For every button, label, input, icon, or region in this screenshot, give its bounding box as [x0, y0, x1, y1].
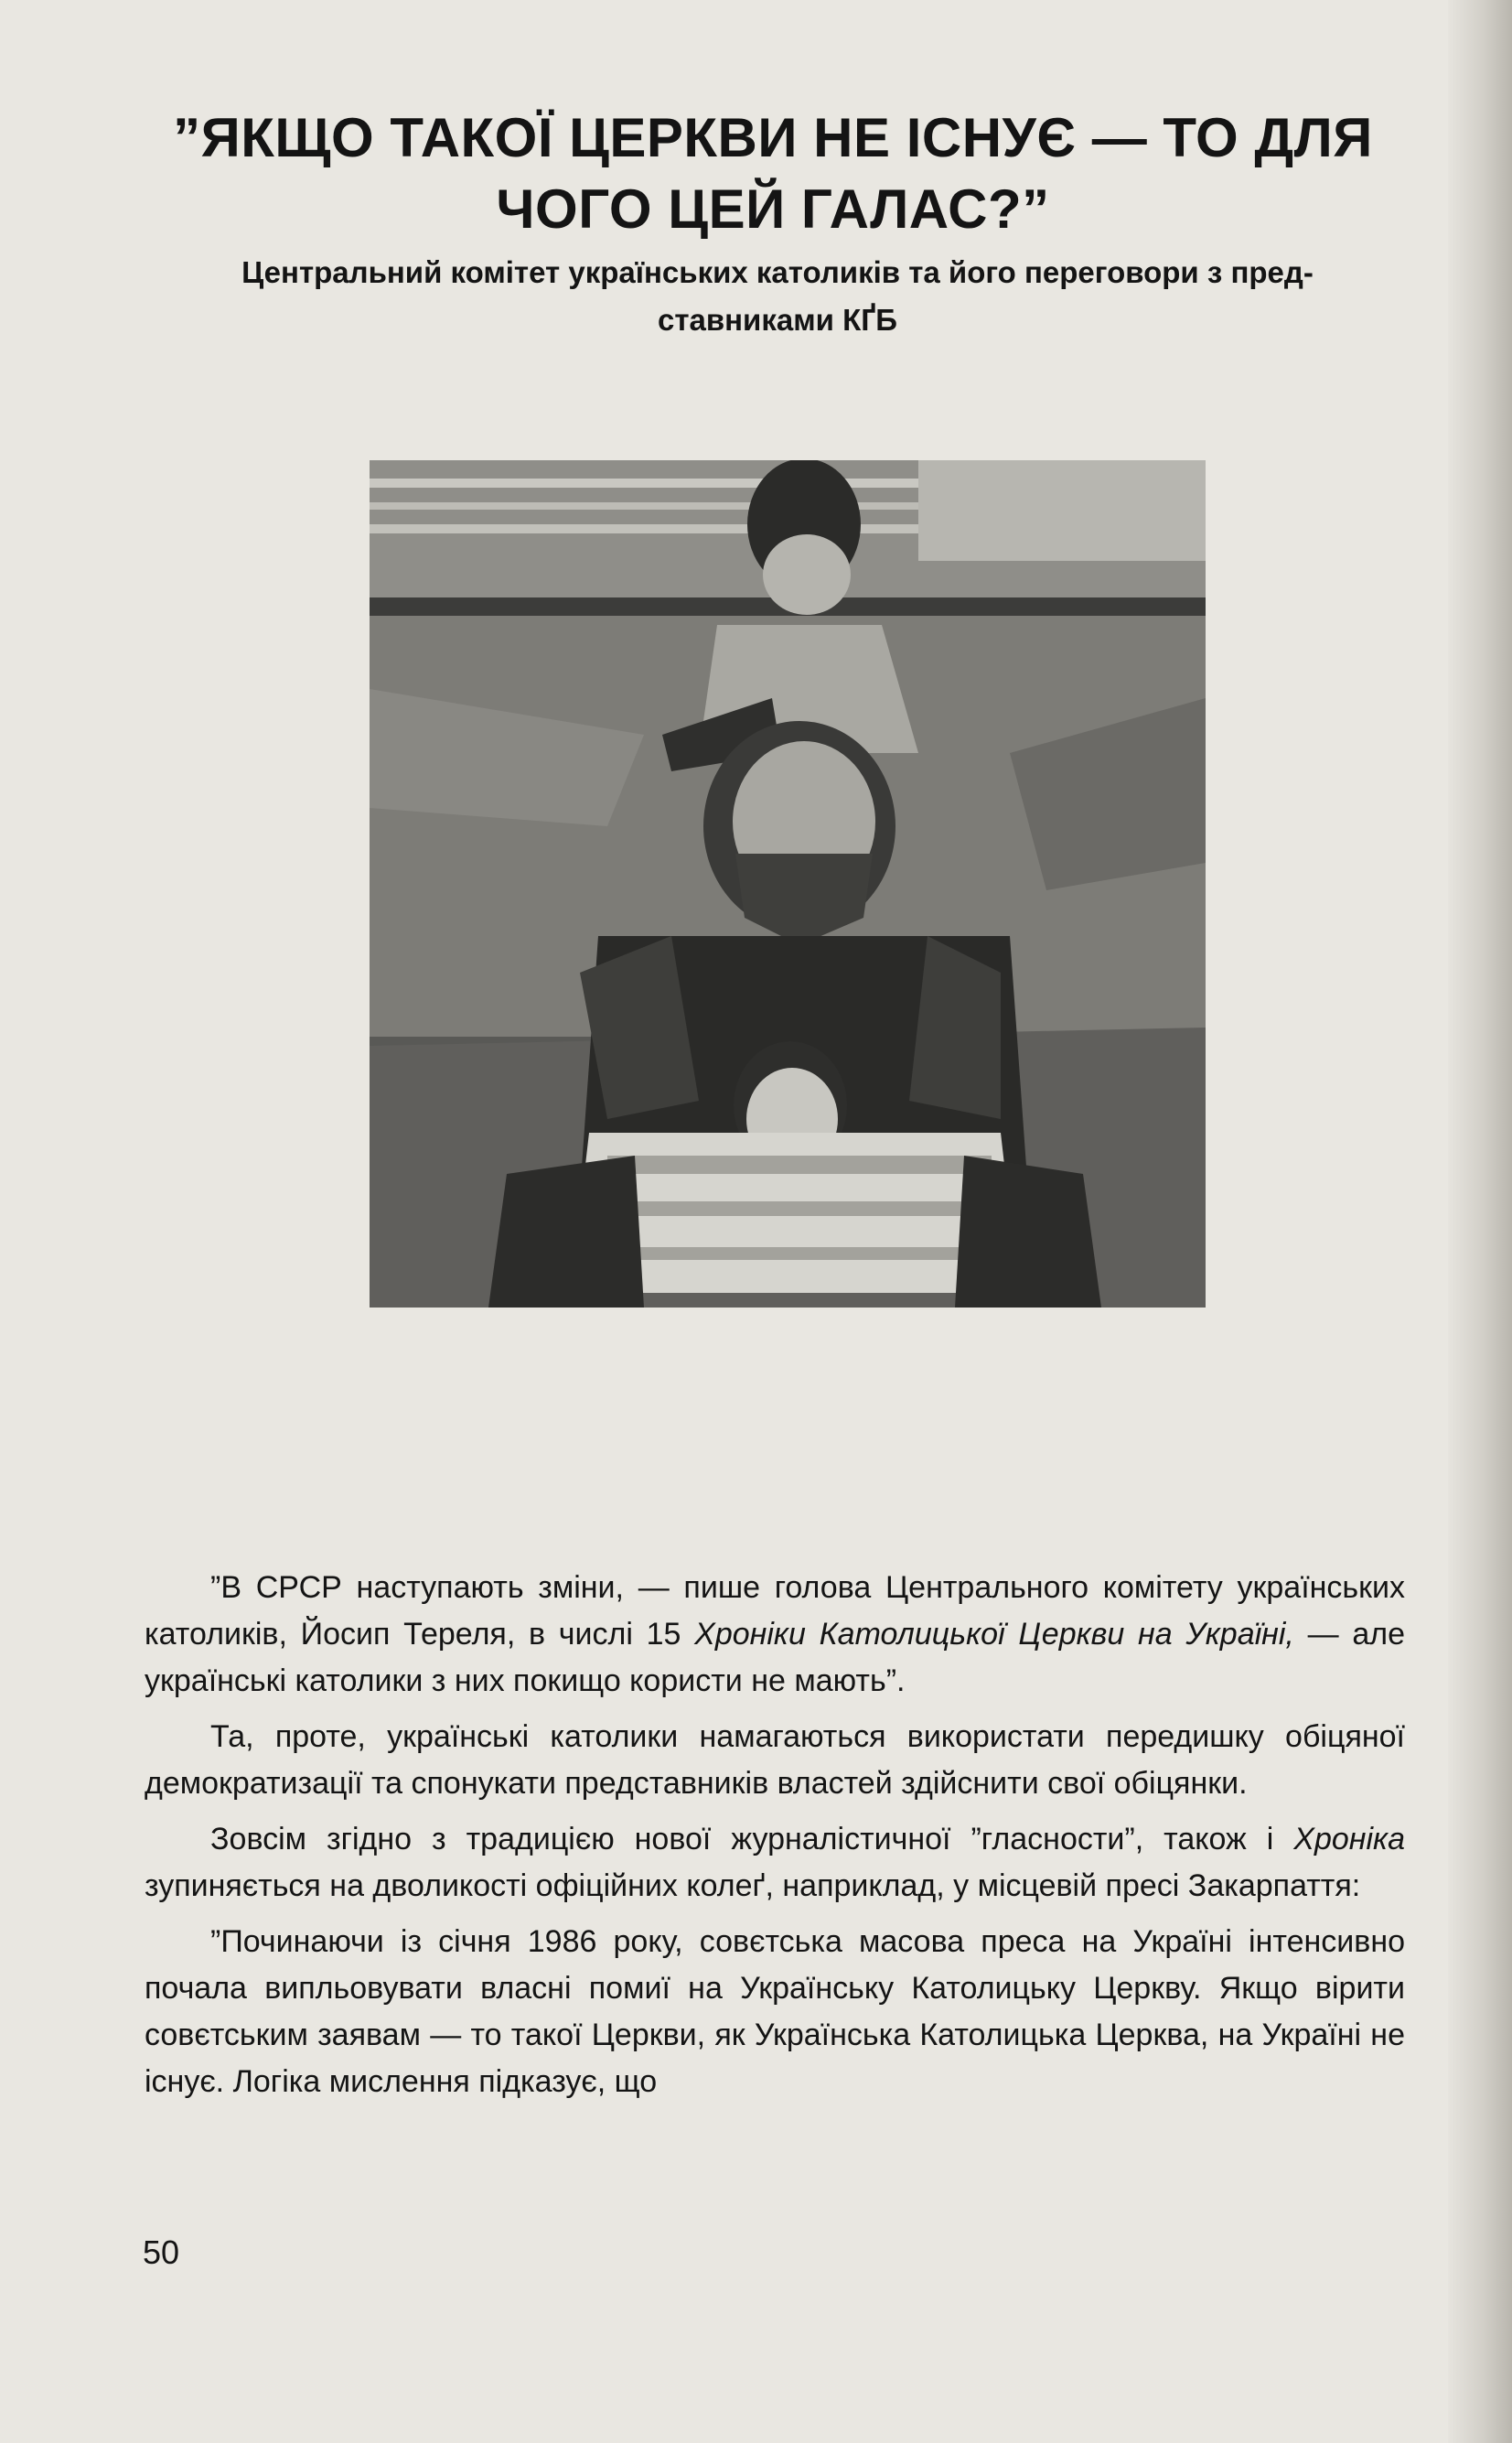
paragraph-4 [145, 1919, 1405, 2105]
page-number: 50 [143, 2233, 180, 2271]
article-title-line-2: ЧОГО ЦЕЙ ГАЛАС?” [496, 178, 1050, 240]
family-photo-image [370, 460, 1206, 1308]
paragraph-1-text: ”В СРСР наступають зміни, — пише голова Центрального комітету українських католиків, Йосип Тереля, в числі 15 [145, 1570, 1405, 1652]
paragraph-3-text: Зовсім згідно з традицією нової журналістичної ”гласности”, також і [210, 1822, 1294, 1856]
paragraph-3-text-end: зупиняється на дволикості офіційних колеґ, наприклад, у місцевій пресі Закарпаття: [145, 1868, 1361, 1903]
page-edge-shadow [1448, 0, 1512, 2443]
paragraph-1-italic: Хроніки Католицької Церкви на Україні, [694, 1617, 1294, 1652]
article-title [128, 102, 1418, 245]
paragraph-2-text: Та, проте, українські католики намагаються використати передишку обіцяної демократизації та спонукати представників властей здійснити свої обіцянки. [145, 1719, 1405, 1801]
paragraph-3-italic: Хроніка [1293, 1822, 1405, 1856]
paragraph-4-text: ”Починаючи із січня 1986 року, совєтська масова преса на Україні інтенсивно почала випльовувати власні помиї на Українську Католицьку Церкву. Якщо вірити совєтським заявам — то такої Церкви, як Українська Католицька Церква, на Україні не існує. Логіка мислення підказує, що [145, 1924, 1405, 2099]
article-subtitle [146, 249, 1409, 344]
article-subtitle-line-2: ставниками КҐБ [657, 303, 898, 337]
article-title-line-1: ”ЯКЩО ТАКОЇ ЦЕРКВИ НЕ ІСНУЄ — ТО ДЛЯ [173, 107, 1373, 168]
paragraph-3 [145, 1816, 1405, 1910]
paragraph-1 [145, 1565, 1405, 1705]
article-body [145, 1565, 1405, 2115]
paragraph-1-text-end: — але українські католики з них покищо користи не мають”. [145, 1617, 1406, 1698]
paragraph-2 [145, 1714, 1405, 1807]
article-subtitle-line-1: Центральний комітет українських католиків та його переговори з пред- [241, 255, 1314, 289]
family-photo [370, 460, 1206, 1308]
